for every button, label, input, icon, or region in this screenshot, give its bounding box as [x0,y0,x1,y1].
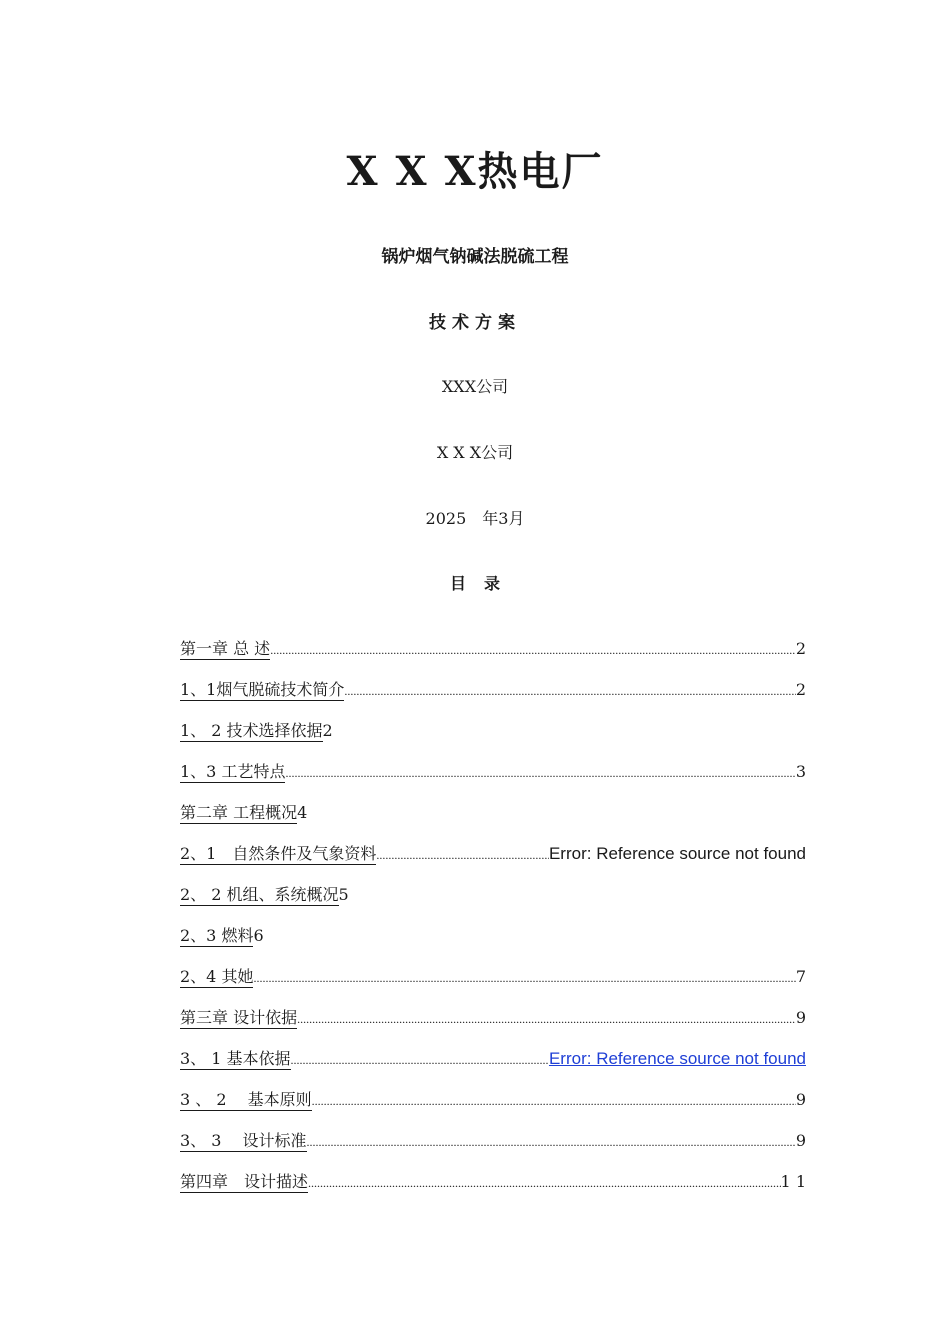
scheme-heading: 技术方案 [429,313,521,333]
toc-entry-label: 3 、 2 基本原则 [180,1090,312,1109]
toc-entry[interactable] [180,882,806,923]
toc-leader-dots [253,967,795,989]
toc-entry[interactable] [180,923,806,964]
toc-entry-page: 3 [795,762,806,781]
toc-entry-label: 第四章 设计描述 [180,1172,309,1191]
toc-entry[interactable] [180,677,806,718]
toc-entry-label: 3、 3 设计标准 [180,1131,307,1150]
toc-entry-page: 1 1 [780,1172,806,1191]
toc-leader-dots [270,639,796,661]
company-name-2: X X X公司 [436,443,514,462]
toc-entry-page: 2 [795,639,806,658]
toc-leader-dots [285,762,795,784]
toc-entry-page: 2 [795,680,806,699]
toc-entry[interactable] [180,1005,806,1046]
toc-entry-page: 4 [297,803,308,822]
company-name-1: XXX公司 [441,377,509,396]
toc-entry-label: 2、4 其她 [180,967,254,986]
toc-entry-label: 第三章 设计依据 [180,1008,298,1027]
toc-entry-label: 1、3 工艺特点 [180,762,286,781]
toc-entry[interactable] [180,1169,806,1210]
toc-entry-page-error-link[interactable]: Error: Reference source not found [548,1049,806,1068]
toc-entry-label: 2、 2 机组、系统概况 [180,885,339,904]
toc-entry-page: 5 [338,885,349,904]
document-title: X X X热电厂 [346,148,604,195]
toc-entry[interactable] [180,841,806,882]
toc-leader-dots [312,1090,796,1112]
toc-entry[interactable] [180,636,806,677]
toc-leader-dots [297,1008,796,1030]
toc-entry[interactable] [180,964,806,1005]
toc-entry[interactable] [180,759,806,800]
toc-entry[interactable] [180,718,806,759]
toc-entry-page: 9 [795,1090,806,1109]
toc-entry[interactable] [180,800,806,841]
toc-entry-label: 1、1烟气脱硫技术简介 [180,680,345,699]
toc-entry-page-error: Error: Reference source not found [548,844,806,863]
toc-entry-label: 第一章 总 述 [180,639,271,658]
toc-entry-label: 2、3 燃料 [180,926,254,945]
document-date: 2025 年3月 [425,509,525,528]
toc-entry-label: 1、 2 技术选择依据 [180,721,323,740]
toc-entry-label: 2、1 自然条件及气象资料 [180,844,377,863]
toc-entry-label: 第二章 工程概况 [180,803,298,822]
toc-entry[interactable] [180,1046,806,1087]
toc-leader-dots [308,1172,781,1194]
toc-entry-page: 9 [795,1008,806,1027]
toc-entry-page: 2 [322,721,333,740]
table-of-contents [180,636,806,1210]
toc-entry-page: 9 [795,1131,806,1150]
toc-entry-page: 7 [795,967,806,986]
toc-entry[interactable] [180,1128,806,1169]
toc-entry-page: 6 [253,926,264,945]
toc-entry-label: 3、 1 基本依据 [180,1049,291,1068]
toc-leader-dots [376,844,549,866]
toc-leader-dots [344,680,795,702]
toc-heading: 目录 [449,574,518,593]
toc-entry[interactable] [180,1087,806,1128]
toc-leader-dots [307,1131,796,1153]
project-subtitle: 锅炉烟气钠碱法脱硫工程 [381,247,569,267]
toc-leader-dots [291,1049,549,1071]
